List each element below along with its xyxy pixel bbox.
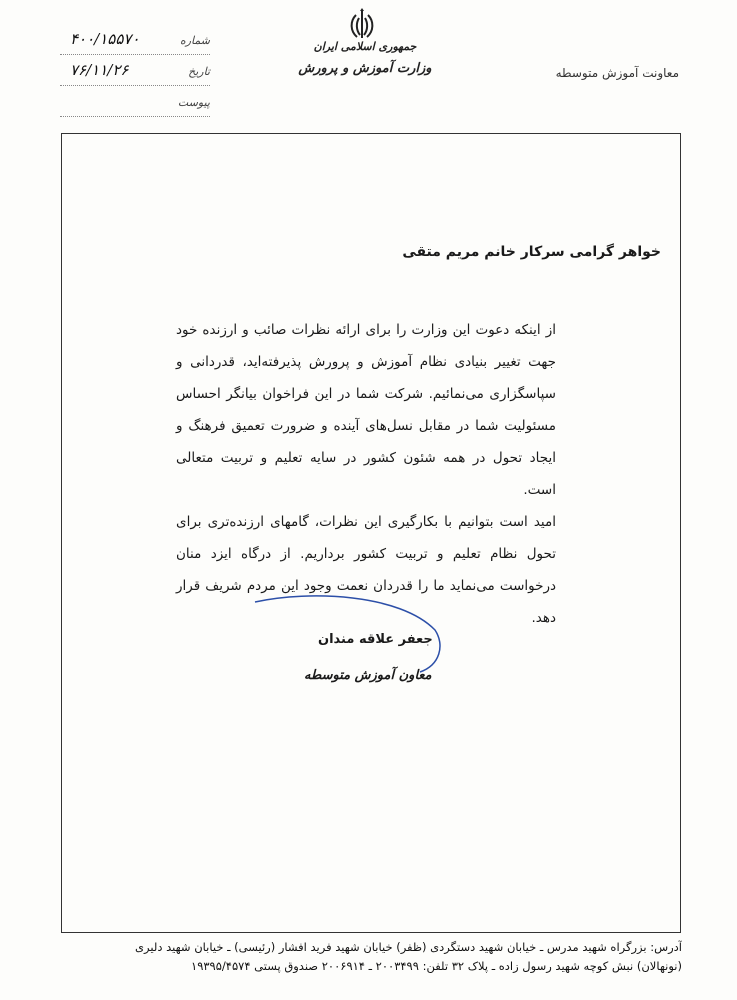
letter-body bbox=[176, 314, 556, 634]
footer-line-1: آدرس: بزرگراه شهید مدرس ـ خیابان شهید دستگردی (ظفر) خیابان شهید فرید افشار (رئیسی) ـ خیابان شهید دلیری bbox=[135, 940, 682, 954]
letterhead bbox=[295, 40, 435, 76]
footer-line-2: (نونهالان) نبش کوچه شهید رسول زاده ـ پلاک ۳۲ تلفن: ۲۰۰۳۴۹۹ ـ ۲۰۰۶۹۱۴ صندوق پستی ۱۹۳۹۵/۴۵۷۴ bbox=[191, 959, 682, 973]
attachment-label: پیوست bbox=[177, 96, 210, 109]
paragraph-1: از اینکه دعوت این وزارت را برای ارائه نظرات صائب و ارزنده خود جهت تغییر بنیادی نظام آموزش و پرورش پذیرفته‌اید، قدردانی و سپاسگزاری می‌نمائیم. شرکت شما در این فراخوان بیانگر احساس مسئولیت شما در مقابل نسل‌های آینده و ضرورت تعمیق فرهنگ و ایجاد تحول در همه شئون کشور در سایه تعلیم و تربیت متعالی است. bbox=[176, 322, 556, 498]
date-value: ۷۶/۱۱/۲۶ bbox=[70, 61, 129, 79]
reference-attachment-row bbox=[60, 92, 210, 117]
reference-number-row bbox=[60, 30, 210, 55]
footer-address bbox=[60, 938, 682, 976]
ministry-text: وزارت آموزش و پرورش bbox=[298, 61, 432, 76]
salutation: خواهر گرامی سرکار خانم مریم متقی bbox=[402, 244, 661, 260]
reference-date-row bbox=[60, 61, 210, 86]
signer-name: جعفر علاقه مندان bbox=[318, 632, 433, 647]
iran-emblem-icon bbox=[345, 8, 379, 42]
date-label: تاریخ bbox=[188, 65, 210, 78]
number-label: شماره bbox=[179, 34, 210, 47]
number-value: ۴۰۰/۱۵۵۷۰ bbox=[70, 30, 140, 48]
department-label: معاونت آموزش متوسطه bbox=[555, 66, 679, 80]
paragraph-2: امید است بتوانیم با بکارگیری این نظرات، گامهای ارزنده‌تری برای تحول نظام تعلیم و تربیت کشور برداریم. از درگاه ایزد منان درخواست می‌نماید ما را قدردان نعمت وجود این مردم شریف قرار دهد. bbox=[176, 514, 556, 626]
republic-text: جمهوری اسلامی ایران bbox=[313, 40, 417, 53]
reference-block bbox=[60, 30, 210, 123]
signer-title: معاون آموزش متوسطه bbox=[304, 668, 432, 683]
